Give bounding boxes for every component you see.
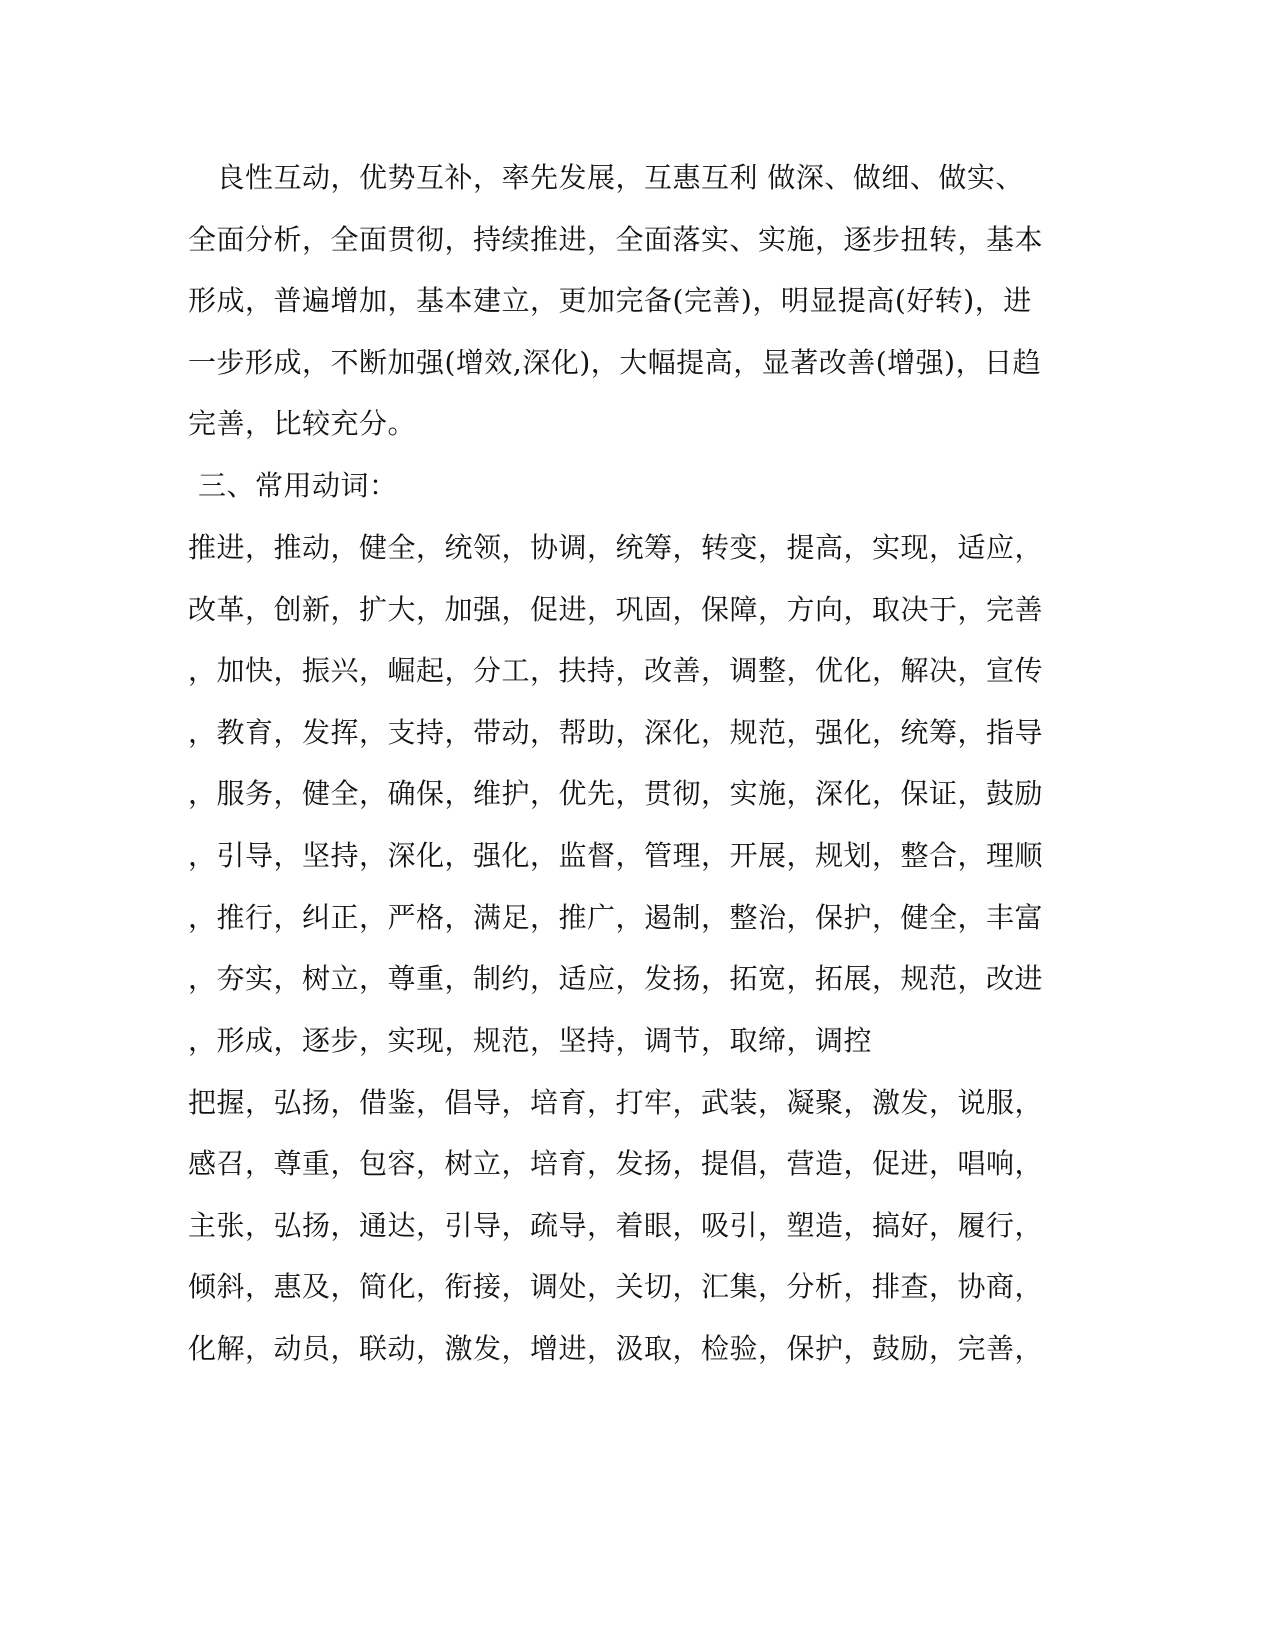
paragraph-2-line-1: 推进，推动，健全，统领，协调，统筹，转变，提高，实现，适应， (188, 531, 1044, 564)
paragraph-1-line-2: 全面分析，全面贯彻，持续推进，全面落实、实施，逐步扭转，基本 (188, 223, 1044, 256)
section-heading: 三、常用动词： (198, 469, 398, 502)
paragraph-2-line-3: ，加快，振兴，崛起，分工，扶持，改善，调整，优化，解决，宣传 (188, 654, 1044, 687)
paragraph-3-line-1: 把握，弘扬，借鉴，倡导，培育，打牢，武装，凝聚，激发，说服， (188, 1086, 1044, 1119)
paragraph-3-line-5: 化解，动员，联动，激发，增进，汲取，检验，保护，鼓励，完善， (188, 1332, 1044, 1365)
paragraph-2-line-5: ，服务，健全，确保，维护，优先，贯彻，实施，深化，保证，鼓励 (188, 777, 1044, 810)
paragraph-3-line-2: 感召，尊重，包容，树立，培育，发扬，提倡，营造，促进，唱响， (188, 1147, 1044, 1180)
paragraph-3-line-3: 主张，弘扬，通达，引导，疏导，着眼，吸引，塑造，搞好，履行， (188, 1209, 1044, 1242)
paragraph-1-line-1: 良性互动，优势互补，率先发展，互惠互利 做深、做细、做实、 (188, 161, 1024, 194)
paragraph-2-line-8: ，夯实，树立，尊重，制约，适应，发扬，拓宽，拓展，规范，改进 (188, 962, 1044, 995)
paragraph-1-line-5: 完善，比较充分。 (188, 407, 417, 440)
paragraph-2-line-9: ，形成，逐步，实现，规范，坚持，调节，取缔，调控 (188, 1024, 873, 1057)
paragraph-2-line-2: 改革，创新，扩大，加强，促进，巩固，保障，方向，取决于，完善 (188, 593, 1044, 626)
paragraph-1-line-4: 一步形成，不断加强(增效,深化)，大幅提高，显著改善(增强)，日趋 (188, 346, 1042, 379)
paragraph-2-line-6: ，引导，坚持，深化，强化，监督，管理，开展，规划，整合，理顺 (188, 839, 1044, 872)
paragraph-1-line-3: 形成，普遍增加，基本建立，更加完备(完善)，明显提高(好转)，进 (188, 284, 1032, 317)
paragraph-3-line-4: 倾斜，惠及，简化，衔接，调处，关切，汇集，分析，排查，协商， (188, 1270, 1044, 1303)
paragraph-2-line-4: ，教育，发挥，支持，带动，帮助，深化，规范，强化，统筹，指导 (188, 716, 1044, 749)
paragraph-2-line-7: ，推行，纠正，严格，满足，推广，遏制，整治，保护，健全，丰富 (188, 901, 1044, 934)
